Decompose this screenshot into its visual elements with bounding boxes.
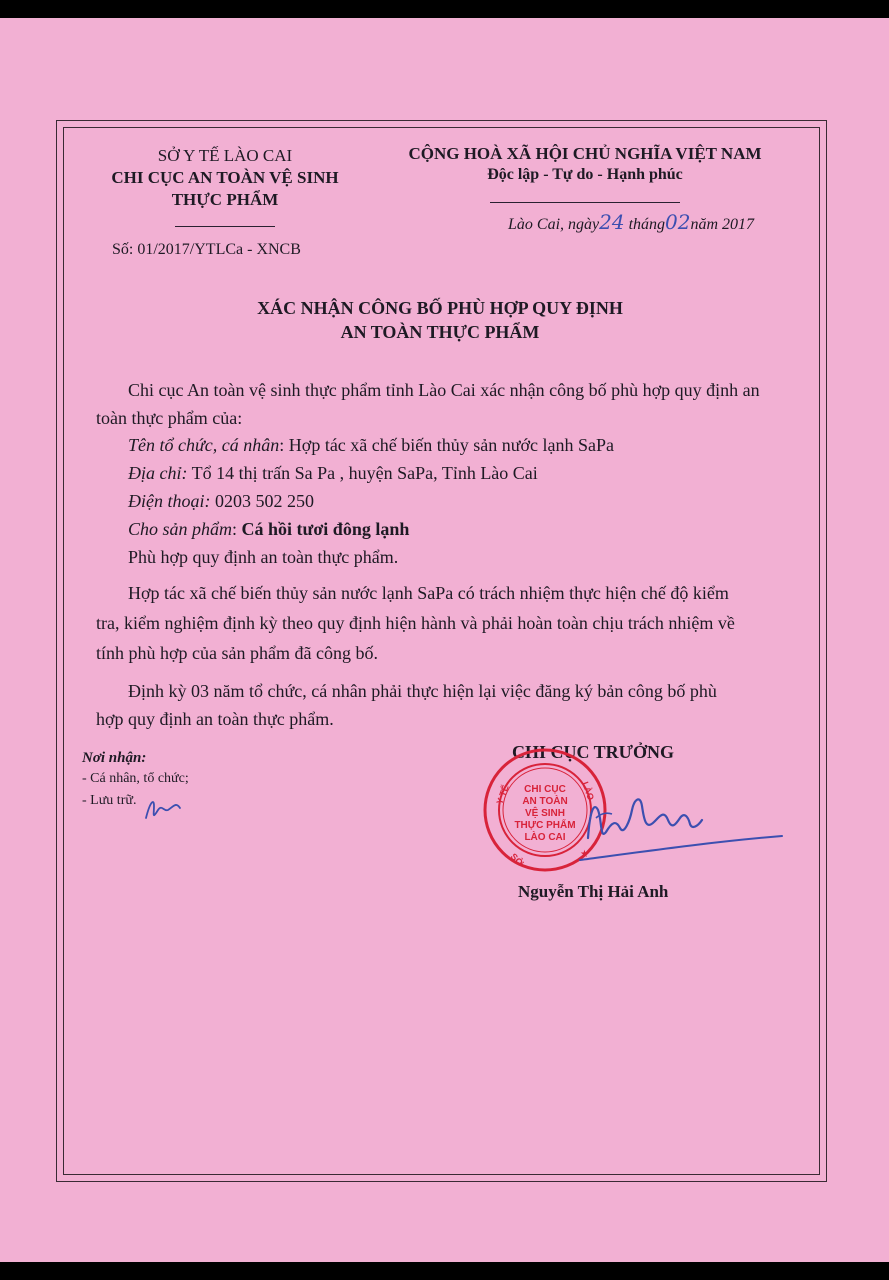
recipients-label: Nơi nhận:	[82, 750, 147, 766]
intro-line2: toàn thực phẩm của:	[96, 408, 243, 428]
right-header-rule	[490, 202, 680, 203]
seal-line-4: THỰC PHẨM	[514, 820, 576, 831]
seal-line-3: VỆ SINH	[524, 808, 566, 819]
svg-text:LÀO: LÀO	[580, 780, 597, 802]
signer-name: Nguyễn Thị Hải Anh	[518, 882, 669, 901]
period-line2: hợp quy định an toàn thực phẩm.	[96, 709, 334, 729]
agency-name-line2: THỰC PHẨM	[171, 190, 279, 209]
recipient-item-1: - Cá nhân, tổ chức;	[82, 771, 189, 786]
org-label: Tên tổ chức, cá nhân	[128, 435, 280, 455]
agency-name-line1: CHI CỤC AN TOÀN VỆ SINH	[111, 168, 339, 187]
date-year: năm 2017	[690, 216, 755, 233]
document-number: Số: 01/2017/YTLCa - XNCB	[112, 241, 301, 258]
period-line1: Định kỳ 03 năm tổ chức, cá nhân phải thực hiện lại việc đăng ký bản công bố phù	[128, 681, 717, 701]
national-motto: Độc lập - Tự do - Hạnh phúc	[487, 166, 683, 183]
intro-line1: Chi cục An toàn vệ sinh thực phẩm tỉnh Lào Cai xác nhận công bố phù hợp quy định an	[128, 380, 760, 400]
phone-value: 0203 502 250	[215, 491, 314, 511]
date-month: 02	[665, 210, 691, 234]
handwritten-signature	[560, 780, 790, 870]
date-prefix: Lào Cai, ngày	[508, 216, 600, 233]
svg-text:Y TẾ: Y TẾ	[494, 783, 511, 806]
initials-scribble	[142, 792, 192, 826]
date-month-word: tháng	[628, 216, 666, 233]
product-value: Cá hồi tươi đông lạnh	[241, 519, 410, 539]
product-row: Cho sản phẩm: Cá hồi tươi đông lạnh	[128, 519, 410, 539]
seal-line-2: AN TOÀN	[522, 796, 568, 807]
responsibility-line3: tính phù hợp của sản phẩm đã công bố.	[96, 643, 378, 663]
address-label: Địa chỉ:	[128, 463, 188, 483]
address-value: Tổ 14 thị trấn Sa Pa , huyện SaPa, Tỉnh Lào Cai	[191, 463, 538, 483]
document-title-line1: XÁC NHẬN CÔNG BỐ PHÙ HỢP QUY ĐỊNH	[257, 298, 623, 318]
left-header-rule	[175, 226, 275, 227]
svg-text:★: ★	[580, 849, 589, 860]
document-title-line2: AN TOÀN THỰC PHẨM	[340, 322, 540, 342]
seal-line-1: CHI CỤC	[524, 784, 566, 795]
product-label: Cho sản phẩm	[128, 519, 233, 539]
responsibility-line1: Hợp tác xã chế biến thủy sản nước lạnh SaPa có trách nhiệm thực hiện chế độ kiểm	[128, 583, 729, 603]
department-name: SỞ Y TẾ LÀO CAI	[157, 146, 293, 165]
svg-text:SỞ: SỞ	[508, 851, 526, 869]
signer-role: CHI CỤC TRƯỞNG	[512, 742, 675, 762]
issue-date	[508, 210, 754, 234]
seal-line-5: LÀO CAI	[524, 832, 566, 843]
responsibility-line2: tra, kiểm nghiệm định kỳ theo quy định hiện hành và phải hoàn toàn chịu trách nhiệm về	[96, 613, 735, 633]
phone-label: Điện thoại:	[128, 491, 211, 511]
org-value: : Hợp tác xã chế biến thủy sản nước lạnh SaPa	[279, 435, 615, 455]
nation-name: CỘNG HOÀ XÃ HỘI CHỦ NGHĨA VIỆT NAM	[408, 144, 762, 163]
date-day: 24	[599, 210, 625, 234]
conformity-statement: Phù hợp quy định an toàn thực phẩm.	[128, 547, 399, 567]
recipient-item-2: - Lưu trữ.	[82, 793, 137, 808]
